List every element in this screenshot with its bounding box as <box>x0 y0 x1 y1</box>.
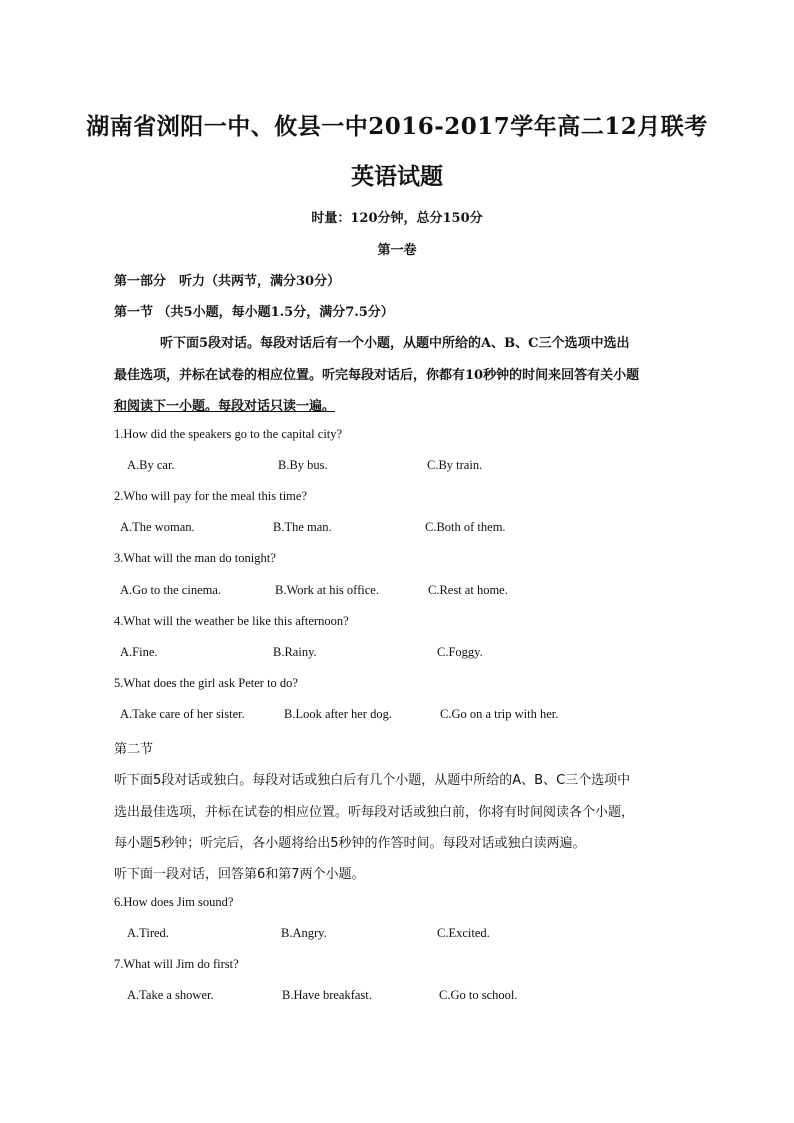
section2-instruction-line: 每小题5秒钟；听完后，各小题将给出5秒钟的作答时间。每段对话或独白读两遍。 <box>114 836 586 851</box>
exam-subtitle: 英语试题 <box>351 163 443 190</box>
part1-heading: 第一部分 听力（共两节，满分30分） <box>114 274 341 289</box>
option-c: C.Excited. <box>437 926 490 940</box>
option-b: B.The man. <box>273 520 332 534</box>
section1-instruction-line: 听下面5段对话。每段对话后有一个小题，从题中所给的A、B、C三个选项中选出 <box>160 336 630 351</box>
option-c: C.Both of them. <box>425 520 506 534</box>
option-c: C.Go on a trip with her. <box>440 707 559 721</box>
option-a: A.By car. <box>127 458 175 472</box>
option-a: A.Take a shower. <box>127 988 214 1002</box>
option-b: B.Look after her dog. <box>284 707 392 721</box>
section1-heading: 第一节 （共5小题，每小题1.5分，满分7.5分） <box>114 305 394 320</box>
section1-instruction-line: 和阅读下一小题。每段对话只读一遍。 <box>114 399 336 414</box>
section2-instruction-line: 听下面5段对话或独白。每段对话或独白后有几个小题，从题中所给的A、B、C三个选项中 <box>114 773 631 788</box>
section2-instruction-line: 选出最佳选项，并标在试卷的相应位置。听每段对话或独白前，你将有时间阅读各个小题， <box>114 805 635 820</box>
exam-title: 湖南省浏阳一中、攸县一中2016-2017学年高二12月联考 <box>86 113 708 140</box>
time-score-line: 时量：120分钟，总分150分 <box>311 211 483 226</box>
question-text: 4.What will the weather be like this afternoon? <box>114 614 349 628</box>
volume-label: 第一卷 <box>377 243 417 258</box>
question-text: 7.What will Jim do first? <box>114 957 239 971</box>
option-a: A.Fine. <box>120 645 158 659</box>
option-c: C.Foggy. <box>437 645 483 659</box>
option-c: C.Rest at home. <box>428 583 508 597</box>
question-text: 5.What does the girl ask Peter to do? <box>114 676 298 690</box>
section1-instruction-line: 最佳选项，并标在试卷的相应位置。听完每段对话后，你都有10秒钟的时间来回答有关小题 <box>114 368 640 383</box>
question-text: 6.How does Jim sound? <box>114 895 234 909</box>
question-text: 3.What will the man do tonight? <box>114 551 276 565</box>
question-text: 1.How did the speakers go to the capital city? <box>114 427 343 441</box>
option-b: B.By bus. <box>278 458 328 472</box>
option-a: A.Tired. <box>127 926 169 940</box>
section2-heading: 第二节 <box>114 742 154 757</box>
option-a: A.The woman. <box>120 520 195 534</box>
option-b: B.Work at his office. <box>275 583 379 597</box>
option-a: A.Go to the cinema. <box>120 583 222 597</box>
option-b: B.Have breakfast. <box>282 988 372 1002</box>
option-b: B.Angry. <box>281 926 327 940</box>
option-b: B.Rainy. <box>273 645 317 659</box>
option-a: A.Take care of her sister. <box>120 707 245 721</box>
option-c: C.By train. <box>427 458 483 472</box>
option-c: C.Go to school. <box>439 988 518 1002</box>
section2-instruction-line: 听下面一段对话，回答第6和第7两个小题。 <box>114 867 365 882</box>
question-text: 2.Who will pay for the meal this time? <box>114 489 308 503</box>
